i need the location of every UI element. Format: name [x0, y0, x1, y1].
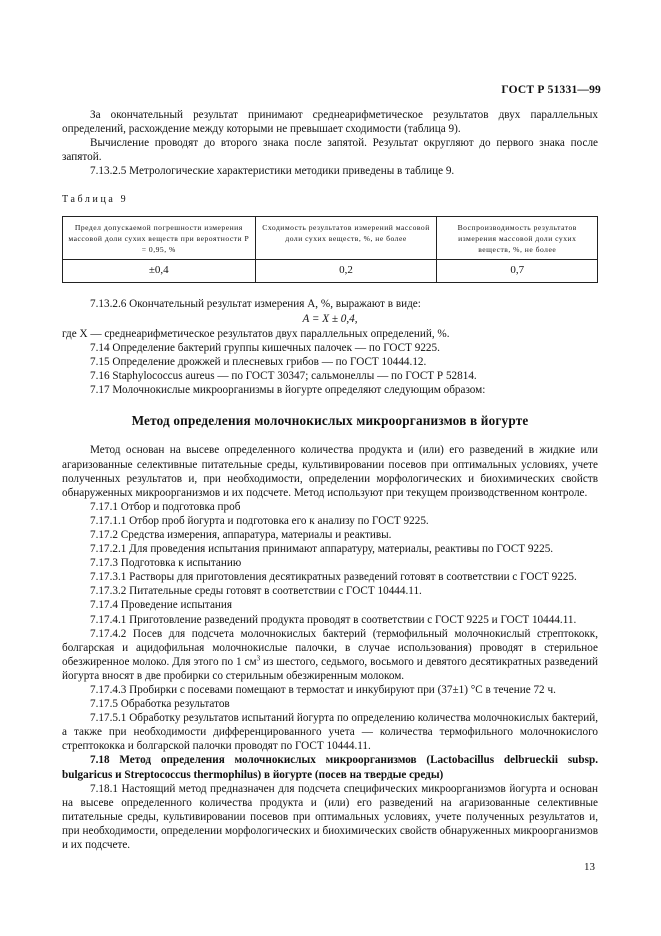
paragraph-7-17-4-2 [62, 627, 598, 683]
paragraph-7-17-4-1: 7.17.4.1 Приготовление разведений продукта проводят в соответствии с ГОСТ 9225 и ГОСТ 10444.11. [90, 613, 577, 626]
section-title: Метод определения молочнокислых микроорганизмов в йогурте [131, 413, 529, 429]
table-cell-reproducibility: 0,7 [437, 259, 598, 282]
paragraph-7-17-2: 7.17.2 Средства измерения, аппаратура, материалы и реактивы. [90, 528, 392, 541]
paragraph-7-17-3: 7.17.3 Подготовка к испытанию [90, 557, 242, 570]
table-header-error-limit: Предел допускаемой погрешности измерения массовой доли сухих веществ при вероятности P = 0,95, % [63, 216, 256, 259]
table-header-reproducibility: Воспроизводимость результатов измерения массовой доли сухих веществ, %, не более [437, 216, 598, 259]
paragraph-7-17: 7.17 Молочнокислые микроорганизмы в йогурте определяют следующим образом: [90, 384, 486, 397]
superscript-three: 3 [256, 654, 261, 663]
paragraph-7-16: 7.16 Staphylococcus aureus — по ГОСТ 30347; сальмонеллы — по ГОСТ Р 52814. [90, 370, 477, 383]
paragraph-7-17-4-2-end: из шестого, седьмого, восьмого и девятого десятикратных разведений йогурта вносят в две пробирки со стерильным обезжиренным молоком. [62, 655, 598, 682]
paragraph-7-17-2-1: 7.17.2.1 Для проведения испытания принимают аппаратуру, материалы, реактивы по ГОСТ 9225. [90, 543, 554, 556]
paragraph-7-18-heading: 7.18 Метод определения молочнокислых микроорганизмов (Lactobacillus delbrueckii subsp. bulgaricus и Streptococcus thermophilus) в йогурте (посев на твердые среды) [62, 754, 598, 781]
table-title: Таблица 9 [62, 194, 129, 206]
table-row [63, 259, 598, 282]
table-cell-convergence: 0,2 [255, 259, 437, 282]
page-number: 13 [584, 861, 595, 873]
paragraph-7-17-4-3: 7.17.4.3 Пробирки с посевами помещают в термостат и инкубируют при (37±1) °С в течение 72 ч. [90, 684, 556, 696]
paragraph-7-15: 7.15 Определение дрожжей и плесневых грибов — по ГОСТ 10444.12. [90, 356, 427, 369]
page-content [62, 108, 598, 852]
paragraph-7-14: 7.14 Определение бактерий группы кишечных палочек — по ГОСТ 9225. [90, 341, 440, 354]
paragraph-7-17-4-2-start: 7.17.4.2 Посев для подсчета молочнокислых бактерий (термофильный молочнокислый стрептококк, болгарская и ацидофильная молочнокислые палочки, в случае использования) проводят в стерильное обезжиренное молоко. Для этого по 1 см [62, 627, 598, 668]
paragraph-7-17-5: 7.17.5 Обработка результатов [90, 698, 230, 711]
table-header-convergence: Сходимость результатов измерений массовой доли сухих веществ, %, не более [255, 216, 437, 259]
paragraph-7-17-4: 7.17.4 Проведение испытания [90, 599, 233, 612]
paragraph-7-17-1: 7.17.1 Отбор и подготовка проб [90, 500, 241, 513]
paragraph-where-x: где X — среднеарифметическое результатов двух параллельных определений, %. [62, 327, 450, 340]
paragraph-7-17-5-1: 7.17.5.1 Обработку результатов испытаний йогурта по определению количества молочнокислых бактерий, а также при необходимости дифференцированного учета — количества термофильного молочнокислого стрептококка и болгарской палочки проводят по ГОСТ 10444.11. [62, 712, 598, 753]
paragraph-7-17-1-1: 7.17.1.1 Отбор проб йогурта и подготовка его к анализу по ГОСТ 9225. [90, 514, 429, 527]
table-header-row [63, 216, 598, 259]
document-number: ГОСТ Р 51331—99 [501, 84, 601, 96]
paragraph-final-result: За окончательный результат принимают среднеарифметическое результатов двух параллельных определений, расхождение между которыми не превышает сходимости (таблица 9). [62, 109, 598, 136]
paragraph-7-17-3-2: 7.17.3.2 Питательные среды готовят в соответствии с ГОСТ 10444.11. [90, 585, 422, 598]
paragraph-calculation: Вычисление проводят до второго знака после запятой. Результат округляют до первого знака после запятой. [62, 137, 598, 164]
paragraph-7-13-2-6: 7.13.2.6 Окончательный результат измерения A, %, выражают в виде: [90, 297, 421, 310]
table-9 [62, 216, 598, 283]
paragraph-7-17-3-1: 7.17.3.1 Растворы для приготовления десятикратных разведений готовят в соответствии с ГОСТ 9225. [90, 571, 577, 584]
paragraph-7-13-2-5: 7.13.2.5 Метрологические характеристики методики приведены в таблице 9. [90, 165, 455, 178]
formula: A = X ± 0,4, [302, 312, 358, 325]
table-cell-error-limit: ±0,4 [63, 259, 256, 282]
paragraph-7-18-1: 7.18.1 Настоящий метод предназначен для подсчета специфических микроорганизмов йогурта и основан на высеве определенного количества продукта и (или) его разведений на агаризованные селективные питательные среды, культивировании посевов при оптимальных условиях, учете полученных результатов и, при необходимости, определении морфологических и биохимических свойств обнаруженных микроорганизмов и их подсчете. [62, 782, 598, 852]
paragraph-method-basis: Метод основан на высеве определенного количества продукта и (или) его разведений в жидкие или агаризованные селективные питательные среды, культивировании посевов при оптимальных условиях, учете полученных результатов и, при необходимости, определении морфологических и биохимических свойств обнаруженных микроорганизмов и их подсчете. Метод используют при текущем производственном контроле. [62, 444, 598, 499]
